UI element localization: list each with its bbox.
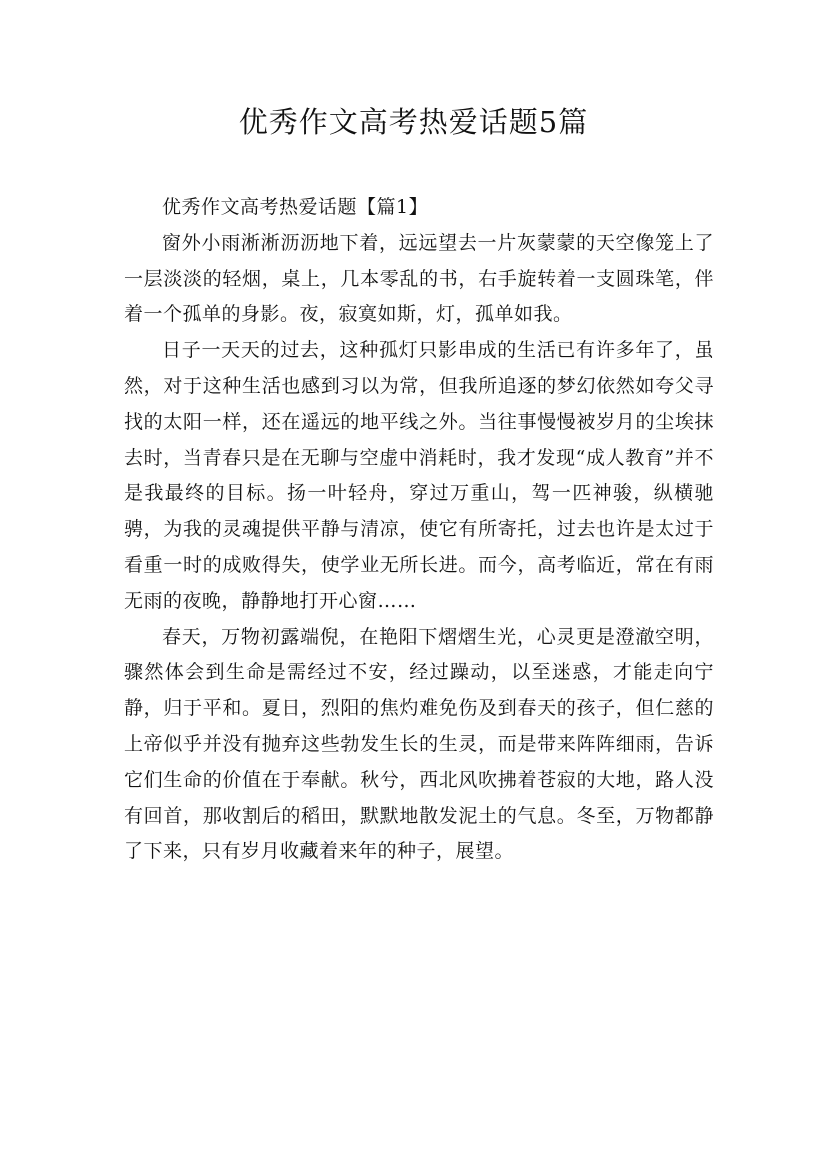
document-title: 优秀作文高考热爱话题5篇 xyxy=(238,105,589,139)
section-heading: 优秀作文高考热爱话题【篇1】 xyxy=(162,196,429,218)
paragraph-3: 春天，万物初露端倪，在艳阳下熠熠生光，心灵更是澄澈空明，骤然体会到生命是需经过不安，经过躁动，以至迷惑，才能走向宁静，归于平和。夏日，烈阳的焦灼难免伤及到春天的孩子，但仁慈的上帝似乎并没有抛弃这些勃发生长的生灵，而是带来阵阵细雨，告诉它们生命的价值在于奉献。秋兮，西北风吹拂着苍寂的大地，路人没有回首，那收割后的稻田，默默地散发泥土的气息。冬至，万物都静了下来，只有岁月收藏着来年的种子，展望。 xyxy=(124,625,714,863)
document-body xyxy=(124,190,714,870)
paragraph-2: 日子一天天的过去，这种孤灯只影串成的生活已有许多年了，虽然，对于这种生活也感到习以为常，但我所追逐的梦幻依然如夸父寻找的太阳一样，还在遥远的地平线之外。当往事慢慢被岁月的尘埃抹去时，当青春只是在无聊与空虚中消耗时，我才发现“成人教育”并不是我最终的目标。扬一叶轻舟，穿过万重山，驾一匹神骏，纵横驰骋，为我的灵魂提供平静与清凉，使它有所寄托，过去也许是太过于看重一时的成败得失，使学业无所长进。而今，高考临近，常在有雨无雨的夜晚，静静地打开心窗…… xyxy=(124,339,714,612)
paragraph-1: 窗外小雨淅淅沥沥地下着，远远望去一片灰蒙蒙的天空像笼上了一层淡淡的轻烟，桌上，几本零乱的书，右手旋转着一支圆珠笔，伴着一个孤单的身影。夜，寂寞如斯，灯，孤单如我。 xyxy=(124,231,714,326)
